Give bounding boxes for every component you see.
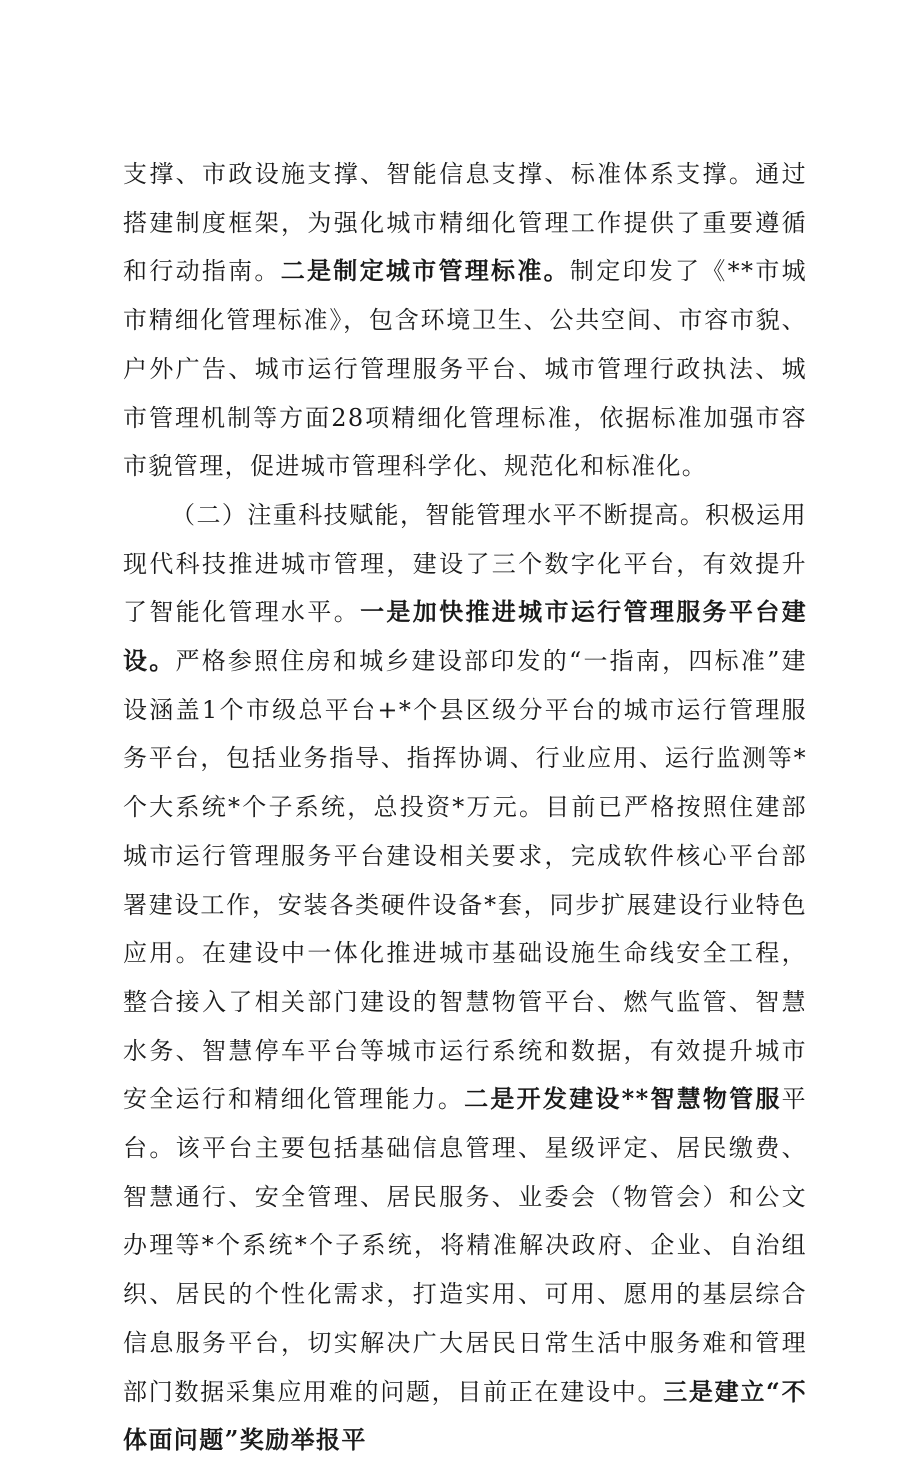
paragraph-2-heading-1: 一是加快推进城市运行管理服务平台建设。 bbox=[123, 597, 807, 676]
paragraph-1-heading-2: 二是制定城市管理标准。 bbox=[280, 256, 570, 286]
paragraph-1-text-1: 支撑、市政设施支撑、智能信息支撑、标准体系支撑。通过搭建制度框架，为强化城市精细化管理工作提供了重要遵循和行动指南。 bbox=[123, 160, 807, 286]
document-body bbox=[123, 150, 807, 1465]
paragraph-1 bbox=[123, 150, 807, 491]
paragraph-2 bbox=[123, 491, 807, 1465]
paragraph-2-text-3: 平台。该平台主要包括基础信息管理、星级评定、居民缴费、智慧通行、安全管理、居民服务、业委会（物管会）和公文办理等*个系统*个子系统，将精准解决政府、企业、自治组织、居民的个性化需求，打造实用、可用、愿用的基层综合信息服务平台，切实解决广大居民日常生活中服务难和管理部门数据采集应用难的问题，目前正在建设中。 bbox=[123, 1085, 807, 1406]
paragraph-2-text-1: （二）注重科技赋能，智能管理水平不断提高。积极运用现代科技推进城市管理，建设了三个数字化平台，有效提升了智能化管理水平。 bbox=[123, 500, 807, 627]
paragraph-2-heading-3: 三是建立“不体面问题”奖励举报平 bbox=[123, 1376, 807, 1455]
paragraph-2-text-2: 严格参照住房和城乡建设部印发的“一指南，四标准”建设涵盖1个市级总平台+*个县区级分平台的城市运行管理服务平台，包括业务指导、指挥协调、行业应用、运行监测等*个大系统*个子系统，总投资*万元。目前已严格按照住建部城市运行管理服务平台建设相关要求，完成软件核心平台部署建设工作，安装各类硬件设备*套，同步扩展建设行业特色应用。在建设中一体化推进城市基础设施生命线安全工程，整合接入了相关部门建设的智慧物管平台、燃气监管、智慧水务、智慧停车平台等城市运行系统和数据，有效提升城市安全运行和精细化管理能力。 bbox=[123, 647, 807, 1114]
paragraph-2-heading-2: 二是开发建设**智慧物管服 bbox=[464, 1084, 782, 1114]
paragraph-1-text-3: 制定印发了《**市城市精细化管理标准》，包含环境卫生、公共空间、市容市貌、户外广告、城市运行管理服务平台、城市管理行政执法、城市管理机制等方面28项精细化管理标准，依据标准加强市容市貌管理，促进城市管理科学化、规范化和标准化。 bbox=[123, 257, 808, 481]
